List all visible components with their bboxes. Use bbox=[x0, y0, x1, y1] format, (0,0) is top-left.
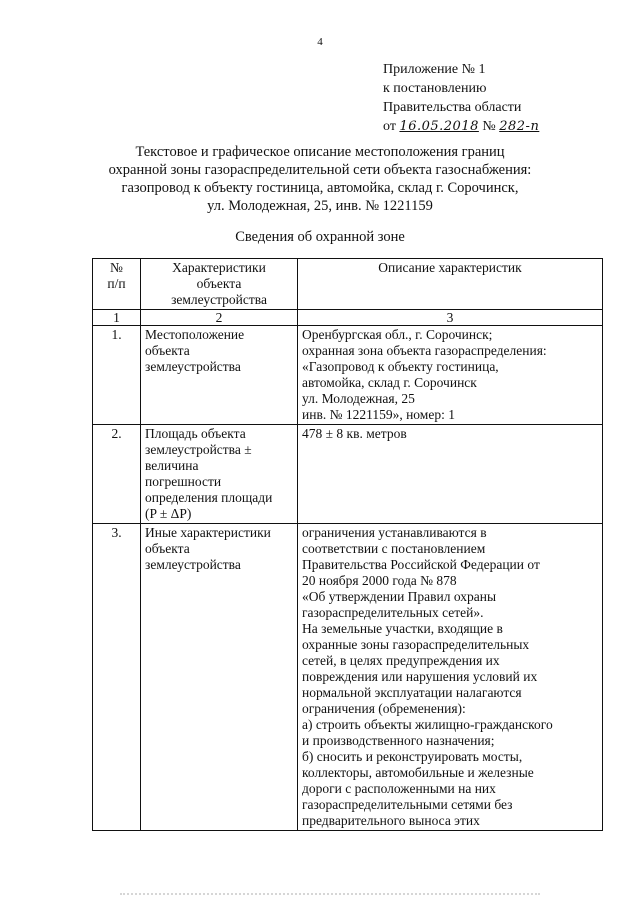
desc-line: охранные зоны газораспределительных bbox=[302, 637, 530, 652]
appendix-block bbox=[383, 60, 539, 136]
title-line-3: газопровод к объекту гостиница, автомойка, склад г. Сорочинск, bbox=[121, 180, 519, 196]
appendix-line-3: Правительства области bbox=[383, 100, 522, 115]
index-cell: 1 bbox=[93, 310, 141, 326]
desc-line: а) строить объекты жилищно-гражданского bbox=[302, 717, 553, 732]
desc-line: коллекторы, автомобильные и железные bbox=[302, 765, 534, 780]
appendix-date-line bbox=[383, 117, 539, 136]
header-characteristics bbox=[141, 259, 298, 310]
desc-line: автомойка, склад г. Сорочинск bbox=[302, 375, 477, 390]
char-line: объекта bbox=[145, 343, 190, 358]
index-cell: 2 bbox=[141, 310, 298, 326]
desc-line: «Газопровод к объекту гостиница, bbox=[302, 359, 499, 374]
desc-line: газораспределительными сетями без bbox=[302, 797, 513, 812]
desc-line: дороги с расположенными на них bbox=[302, 781, 496, 796]
desc-line: нормальной эксплуатации налагаются bbox=[302, 685, 522, 700]
desc-line: б) сносить и реконструировать мосты, bbox=[302, 749, 523, 764]
desc-line: На земельные участки, входящие в bbox=[302, 621, 503, 636]
number-prefix: № bbox=[482, 119, 496, 134]
table-row bbox=[93, 524, 603, 831]
row-characteristic bbox=[141, 326, 298, 425]
char-line: Иные характеристики bbox=[145, 525, 271, 540]
header-char-line: объекта bbox=[196, 276, 242, 291]
row-description bbox=[298, 425, 603, 524]
desc-line: повреждения или нарушения условий их bbox=[302, 669, 538, 684]
row-description bbox=[298, 326, 603, 425]
desc-line: сетей, в целях предупреждения их bbox=[302, 653, 500, 668]
desc-line: Оренбургская обл., г. Сорочинск; bbox=[302, 327, 493, 342]
protection-zone-table bbox=[92, 258, 603, 831]
header-number-line: № bbox=[110, 260, 123, 275]
row-characteristic bbox=[141, 524, 298, 831]
appendix-line-2: к постановлению bbox=[383, 81, 487, 96]
desc-line: 478 ± 8 кв. метров bbox=[302, 426, 407, 441]
table-row bbox=[93, 326, 603, 425]
table-row bbox=[93, 425, 603, 524]
header-description: Описание характеристик bbox=[298, 259, 603, 310]
row-number: 2. bbox=[93, 425, 141, 524]
char-line: погрешности bbox=[145, 474, 222, 489]
desc-line: соответствии с постановлением bbox=[302, 541, 486, 556]
desc-line: и производственного назначения; bbox=[302, 733, 495, 748]
appendix-line-1: Приложение № 1 bbox=[383, 62, 486, 77]
header-char-line: землеустройства bbox=[171, 292, 267, 307]
title-line-2: охранной зоны газораспределительной сети объекта газоснабжения: bbox=[108, 162, 532, 178]
table-header-row bbox=[93, 259, 603, 310]
char-line: определения площади bbox=[145, 490, 273, 505]
page-number: 4 bbox=[317, 36, 323, 48]
desc-line: ограничения устанавливаются в bbox=[302, 525, 487, 540]
handwritten-number: 282-п bbox=[499, 119, 540, 134]
header-number bbox=[93, 259, 141, 310]
desc-line: ул. Молодежная, 25 bbox=[302, 391, 415, 406]
section-subtitle: Сведения об охранной зоне bbox=[235, 229, 405, 245]
title-line-4: ул. Молодежная, 25, инв. № 1221159 bbox=[207, 198, 433, 214]
desc-line: предварительного выноса этих bbox=[302, 813, 480, 828]
char-line: объекта bbox=[145, 541, 190, 556]
header-number-line: п/п bbox=[107, 276, 126, 291]
desc-line: 20 ноября 2000 года № 878 bbox=[302, 573, 457, 588]
desc-line: «Об утверждении Правил охраны bbox=[302, 589, 497, 604]
desc-line: охранная зона объекта газораспределения: bbox=[302, 343, 547, 358]
title-line-1: Текстовое и графическое описание местоположения границ bbox=[135, 144, 505, 160]
row-number: 1. bbox=[93, 326, 141, 425]
table-index-row bbox=[93, 310, 603, 326]
desc-line: ограничения (обременения): bbox=[302, 701, 466, 716]
date-prefix: от bbox=[383, 119, 396, 134]
char-line: землеустройства ± bbox=[145, 442, 252, 457]
document-title bbox=[0, 143, 640, 215]
char-line: (P ± ΔP) bbox=[145, 506, 192, 521]
row-description bbox=[298, 524, 603, 831]
char-line: землеустройства bbox=[145, 557, 241, 572]
char-line: землеустройства bbox=[145, 359, 241, 374]
row-characteristic bbox=[141, 425, 298, 524]
header-char-line: Характеристики bbox=[172, 260, 266, 275]
char-line: Площадь объекта bbox=[145, 426, 246, 441]
handwritten-date: 16.05.2018 bbox=[399, 119, 479, 134]
char-line: Местоположение bbox=[145, 327, 245, 342]
char-line: величина bbox=[145, 458, 199, 473]
desc-line: инв. № 1221159», номер: 1 bbox=[302, 407, 455, 422]
desc-line: газораспределительных сетей». bbox=[302, 605, 484, 620]
page-bottom-edge bbox=[120, 893, 540, 901]
index-cell: 3 bbox=[298, 310, 603, 326]
row-number: 3. bbox=[93, 524, 141, 831]
desc-line: Правительства Российской Федерации от bbox=[302, 557, 540, 572]
